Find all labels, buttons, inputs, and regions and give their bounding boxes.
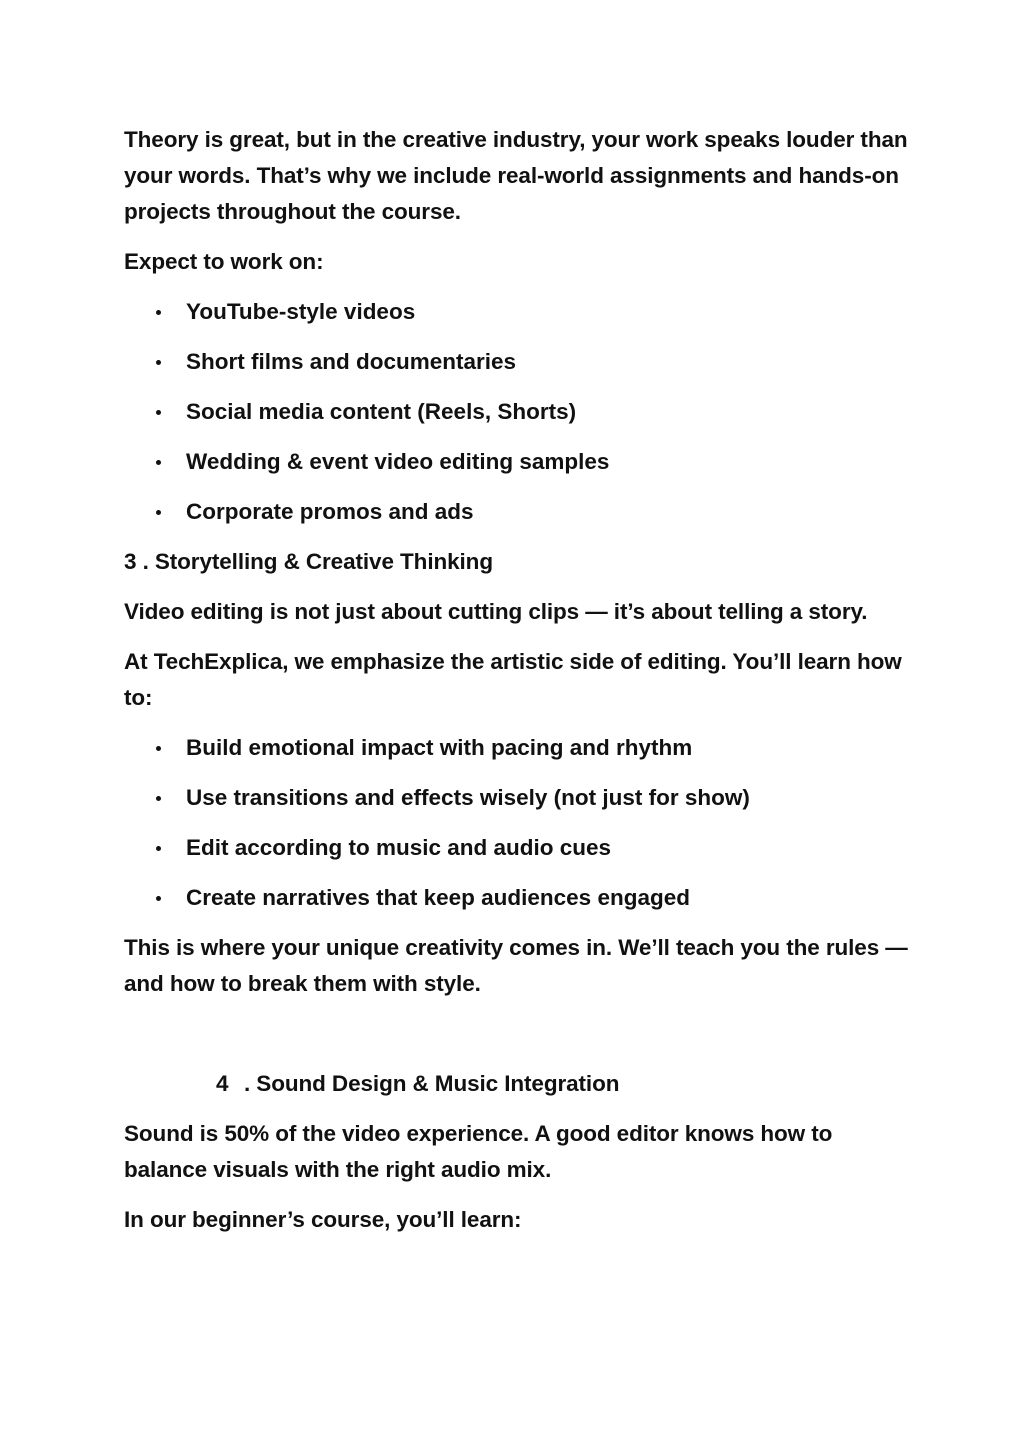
projects-list bbox=[124, 294, 914, 530]
intro-paragraph: Theory is great, but in the creative industry, your work speaks louder than your words. That’s why we include real-world assignments and hands-on projects throughout the course. bbox=[124, 127, 908, 224]
list-item: Corporate promos and ads bbox=[124, 494, 914, 530]
list-item: YouTube-style videos bbox=[124, 294, 914, 330]
section-3-paragraph-2: At TechExplica, we emphasize the artistic side of editing. You’ll learn how to: bbox=[124, 649, 902, 710]
section-3-closing: This is where your unique creativity comes in. We’ll teach you the rules — and how to break them with style. bbox=[124, 935, 908, 996]
section-4-number: 4 bbox=[216, 1071, 229, 1096]
list-item: Create narratives that keep audiences engaged bbox=[124, 880, 914, 916]
section-4-title: . Sound Design & Music Integration bbox=[244, 1071, 620, 1096]
list-item: Social media content (Reels, Shorts) bbox=[124, 394, 914, 430]
list-item: Use transitions and effects wisely (not just for show) bbox=[124, 780, 914, 816]
section-4-paragraph-2: In our beginner’s course, you’ll learn: bbox=[124, 1207, 522, 1232]
section-4-heading bbox=[124, 1066, 914, 1102]
section-3-paragraph-1: Video editing is not just about cutting clips — it’s about telling a story. bbox=[124, 599, 868, 624]
expect-label: Expect to work on: bbox=[124, 249, 324, 274]
skills-list bbox=[124, 730, 914, 916]
section-3-heading: 3 . Storytelling & Creative Thinking bbox=[124, 549, 493, 574]
document-page bbox=[124, 122, 914, 1238]
list-item: Build emotional impact with pacing and rhythm bbox=[124, 730, 914, 766]
section-4-paragraph-1: Sound is 50% of the video experience. A good editor knows how to balance visuals with the right audio mix. bbox=[124, 1121, 833, 1182]
list-item: Wedding & event video editing samples bbox=[124, 444, 914, 480]
list-item: Short films and documentaries bbox=[124, 344, 914, 380]
list-item: Edit according to music and audio cues bbox=[124, 830, 914, 866]
